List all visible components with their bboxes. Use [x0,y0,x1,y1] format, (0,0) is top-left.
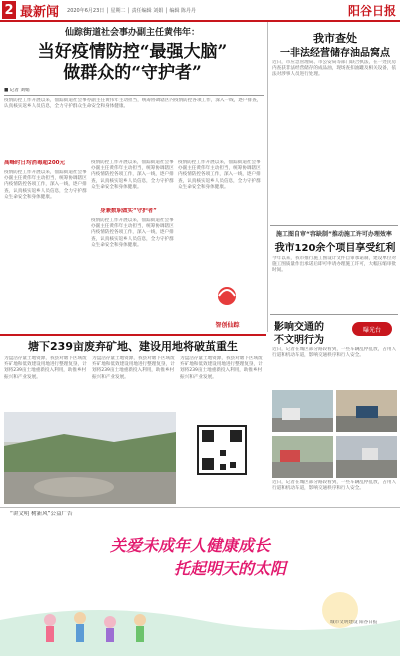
page-number: 2 [2,1,16,19]
lead-intro: 疫情防控工作开展以来，仙踪街道社会事办副主任黄伟年主动担当，统筹协调辖区内疫情防控各项工作，深入一线，逐户排查，认真核实返乡人员信息，全力守护群众生命安全和身体健康。 [4,98,262,110]
column-divider [267,22,268,332]
psa-slogan-1: 关爱未成年人健康成长 [109,536,270,555]
psa-tag: “讲文明 树新风”公益广告 [10,511,73,517]
psa-slogan-2: 托起明天的太阳 [173,559,286,578]
photo-captions: 近日，记者在城区部分路段看到，一些车辆乱停乱放，占用人行道和机动车道，影响交通秩序和行人安全。 [272,480,397,492]
mining-site-photo [4,412,176,504]
right-mid-rule [270,225,398,226]
right-top-title-1: 我市查处 [313,32,357,45]
lead-col-2b: 疫情防控工作开展以来，仙踪街道社会事办副主任黄伟年主动担当，统筹协调辖区内疫情防控各项工作，深入一线，逐户排查，认真核实返乡人员信息，全力守护群众生命安全和身体健康。 [91,218,174,248]
lead-kicker: 仙踪街道社会事办副主任黄伟年： [64,28,200,38]
sidebar-tag: 智创仙踪 [215,322,240,329]
right-top-body: 近日，市应急管理局、市公安局等部门联合执法，在一处民房内查获非法经营储存的成品油，现场查扣油罐及相关设备，依法对涉事人员进行处理。 [272,60,397,78]
psa-footer: 城市文明建设 阳谷日报 [330,620,378,625]
masthead-brand: 阳谷日报 [347,4,396,18]
bottom-story-title: 塘下239亩废弃矿地、建设用地将破茧重生 [28,340,238,353]
lead-subhead-1: 高峰时日均消毒超200元 [4,160,65,166]
section-title: 最新闻 [20,4,60,20]
psa-rule [0,507,400,508]
lead-title-1: 当好疫情防控“最强大脑” [37,42,228,62]
right-mid-body: 今年以来，我市推行施工图设计文件自审承诺制，建设单位对施工图质量作出承诺后即可申请办理施工许可，大幅压缩审批时间。 [272,256,397,274]
lead-byline: ■ 记者 刘娟 [4,88,30,93]
bottom-story-rule [0,334,266,336]
lead-col-2: 疫情防控工作开展以来，仙踪街道社会事办副主任黄伟年主动担当，统筹协调辖区内疫情防控各项工作，深入一线，逐户排查，认真核实返乡人员信息，全力守护群众生命安全和身体健康。 [91,160,174,190]
page-header [0,0,400,22]
lead-col-3: 疫情防控工作开展以来，仙踪街道社会事办副主任黄伟年主动担当，统筹协调辖区内疫情防控各项工作，深入一线，逐户排查，认真核实返乡人员信息，全力守护群众生命安全和身体健康。 [178,160,261,190]
exposure-tag: 曝光台 [352,322,392,336]
bottom-col-1: 为盘活存量土地资源，我县对塘下区域废弃矿地和低效建设用地进行整理复垦，计划将239亩土地重新投入利用，助推乡村振兴和产业发展。 [4,356,87,380]
sidebar-logo [195,282,260,320]
right-bot-rule [270,314,398,315]
bottom-col-2: 为盘活存量土地资源，我县对塘下区域废弃矿地和低效建设用地进行整理复垦，计划将239亩土地重新投入利用，助推乡村振兴和产业发展。 [92,356,175,380]
right-top-title-2: 一非法经营储存油品窝点 [280,48,390,59]
lead-col-1: 疫情防控工作开展以来，仙踪街道社会事办副主任黄伟年主动担当，统筹协调辖区内疫情防控各项工作，深入一线，逐户排查，认真核实返乡人员信息，全力守护群众生命安全和身体健康。 [4,170,87,200]
header-meta: 2020年6月23日 │ 星期二 │ 责任编辑 刘娟 │ 编辑 陈丹丹 [67,7,197,14]
lead-subhead-2: 身兼数职做实“守护者” [100,208,157,214]
qr-code [180,420,264,504]
traffic-photo-grid [272,390,397,478]
bottom-col-3: 为盘活存量土地资源，我县对塘下区域废弃矿地和低效建设用地进行整理复垦，计划将239亩土地重新投入利用，助推乡村振兴和产业发展。 [180,356,263,380]
right-mid-title-1: 施工图自审“容缺制”推动施工许可办理效率 [276,231,392,238]
lead-title-2: 做群众的“守护者” [63,63,202,83]
lead-rule [4,95,264,96]
right-mid-title-2: 我市120余个项目享受红利 [274,243,396,254]
right-bot-title-1: 影响交通的 [274,322,324,333]
right-bot-title-2: 不文明行为 [274,335,324,346]
right-bot-body: 近日，记者在城区部分路段看到，一些车辆乱停乱放，占用人行道和机动车道，影响交通秩序和行人安全。 [272,347,397,359]
